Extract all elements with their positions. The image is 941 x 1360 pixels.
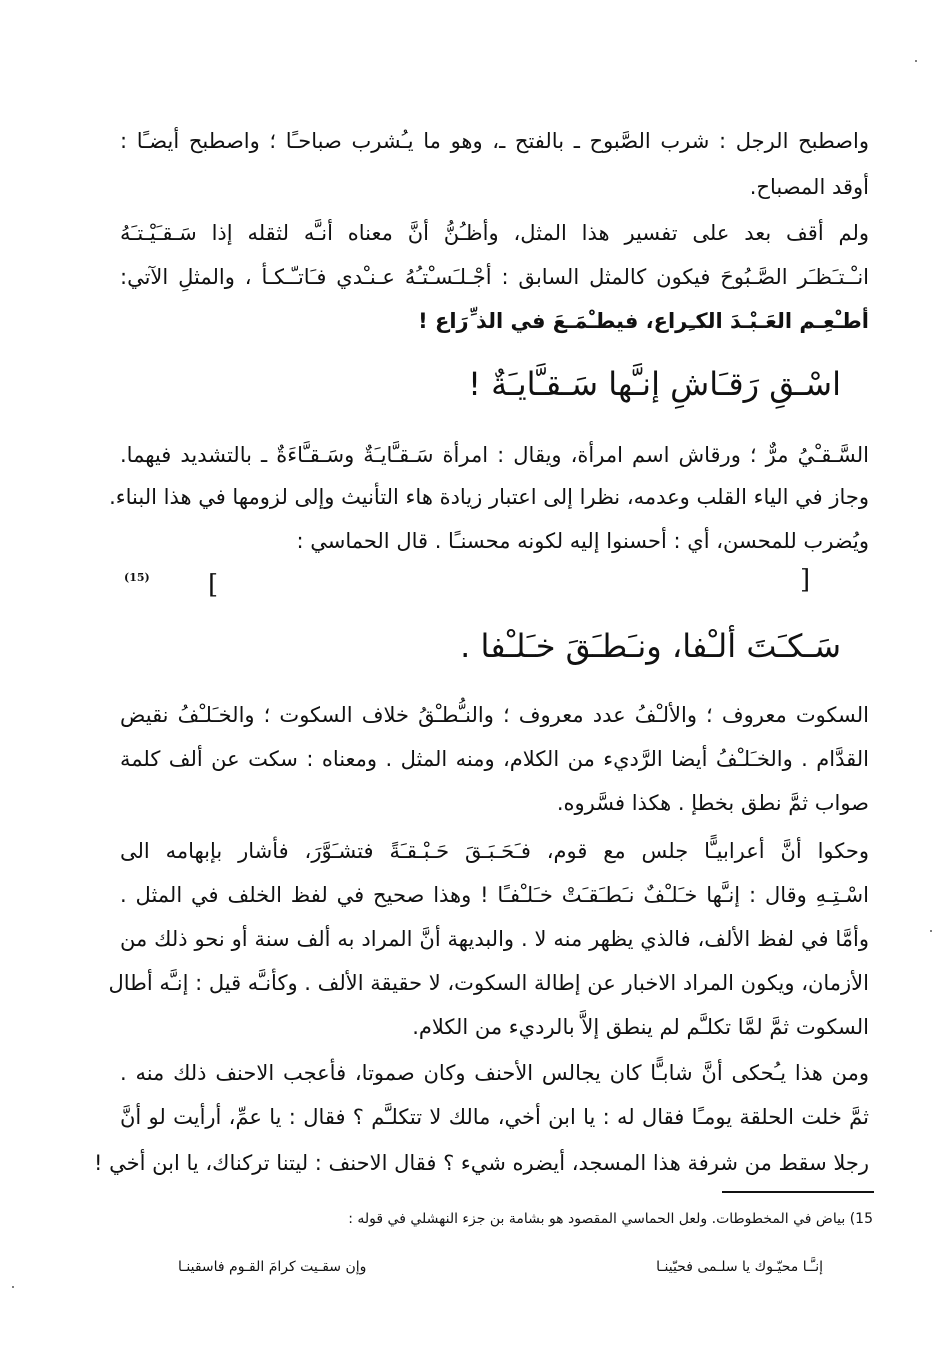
footnote-marker: (15)	[124, 571, 150, 584]
body-text-line: الأزمان، ويكون المراد الاخبار عن إطالة السكوت، لا حقيقة الألف . وكأنـَّه قيل : إنـَّه أطال	[108, 971, 869, 995]
proverb-heading: اسْـقِ رَقـَاشِ إنـَّها سَـقـَّايـَةٌ !	[468, 365, 841, 403]
footnote-verse-first-hemistich: إنـَّـا محيّـوك يا سلـمى فحيّينـا	[656, 1259, 823, 1275]
body-text-line: ويُضرب للمحسن، أي : أحسنوا إليه لكونه محسنـًا . قال الحماسي :	[296, 529, 869, 553]
footnote-separator	[722, 1191, 874, 1193]
body-text-line: وحكوا أنَّ أعرابيـًّا جلس مع قوم، فـَحَـبَـقَ حَـبْـقـَةً فتشـَوَّرَ، فأشار بإبهامه الى	[120, 839, 869, 863]
body-text-line: ثمَّ خلت الحلقة يومـًا فقال له : يا ابن أخي، مالك لا تتكلـَّم ؟ فقال : يا عمِّ، أرأيت لو أنَّ	[120, 1105, 869, 1129]
body-text-line: صواب ثمَّ نطق بخطإ . هكذا فسَّروه.	[556, 791, 869, 815]
body-text-line: السكوت ثمَّ لمَّا تكلـَّم لم ينطق إلاَّ بالرديء من الكلام.	[412, 1015, 869, 1039]
verse-bracket-left: [	[208, 570, 219, 600]
scan-speck	[915, 60, 917, 62]
body-text-line: ولم أقف بعد على تفسير هذا المثل، وأظـُنُّ أنَّ معناه أنـَّه لثقله إذا سَـقـَيْـتـَهُ	[120, 221, 869, 245]
body-text-line: انـْـتـَظـَر الصَّـبُوحَ فيكون كالمثل السابق : أجْـلـَسـْتـُهُ عـنـْدي فـَاتـّـكـأ ، والمثلِ الآتي:	[120, 265, 869, 289]
body-text-line: السَّـقـْيُ مرٌّ ؛ ورقاش اسم امرأة، ويقال : امرأة سَـقـَّايـَةٌ وسَـقـَّاءَةٌ ـ بالتشديد فيهما.	[120, 443, 869, 467]
footnote-verse-second-hemistich: وإن سقـيت كرامَ القـوم فاسقينـا	[178, 1259, 367, 1275]
scan-speck	[12, 1286, 14, 1288]
body-text-line: أوقد المصباح.	[749, 175, 869, 199]
body-text-line: واصطبح الرجل : شرب الصَّبوح ـ بالفتح ـ، وهو ما يـُشرب صباحـًا ؛ واصطبح أيضـًا :	[120, 129, 869, 153]
body-text-line: السكوت معروف ؛ والألـْفُ عدد معروف ؛ والنـُّطـْقُ خلاف السكوت ؛ والخـَلـْفُ نقيض	[120, 703, 869, 727]
body-text-line: القدَّام . والخـَلـْفُ أيضا الرَّديء من الكلام، ومنه المثل . ومعناه : سكت عن ألف كلمة	[120, 747, 869, 771]
proverb-heading: سَـكـَتَ ألـْفا، ونـَطـَقَ خـَلـْفا .	[460, 627, 841, 665]
body-text-line: وأمَّا في لفظ الألف، فالذي يظهر منه لا . والبديهة أنَّ المراد به ألف سنة أو نحو ذلك من	[120, 927, 869, 951]
verse-bracket-right: ]	[800, 565, 811, 595]
body-text-line: ومن هذا يـُحكى أنَّ شابـًّا كان يجالس الأحنف وكان صموتا، فأعجب الاحنف ذلك منه .	[120, 1061, 869, 1085]
body-text-line: رجلا سقط من شرفة هذا المسجد، أيضره شيء ؟ فقال الاحنف : ليتنا تركناك، يا ابن أخي !	[94, 1151, 869, 1175]
scan-speck	[930, 930, 932, 932]
body-text-line: اسْـتِـهِ وقال : إنـَّها خـَلـْفٌ نـَطـَقـَتْ خـَلـْفـًا ! وهذا صحيح في لفظ الخلف في المثل .	[120, 883, 869, 907]
footnote-text: 15) بياض في المخطوطات. ولعل الحماسي المقصود هو بشامة بن جزء النهشلي في قوله :	[348, 1211, 873, 1227]
body-text-line: أطـْعِـم العَـبْـدَ الكـِراع، فيطـْمَـعَ في الذ ِّرَاع !	[418, 309, 869, 333]
body-text-line: وجاز في الياء القلب وعدمه، نظرا إلى اعتبار زيادة هاء التأنيث وإلى لزومها في هذا البناء.	[109, 485, 869, 509]
